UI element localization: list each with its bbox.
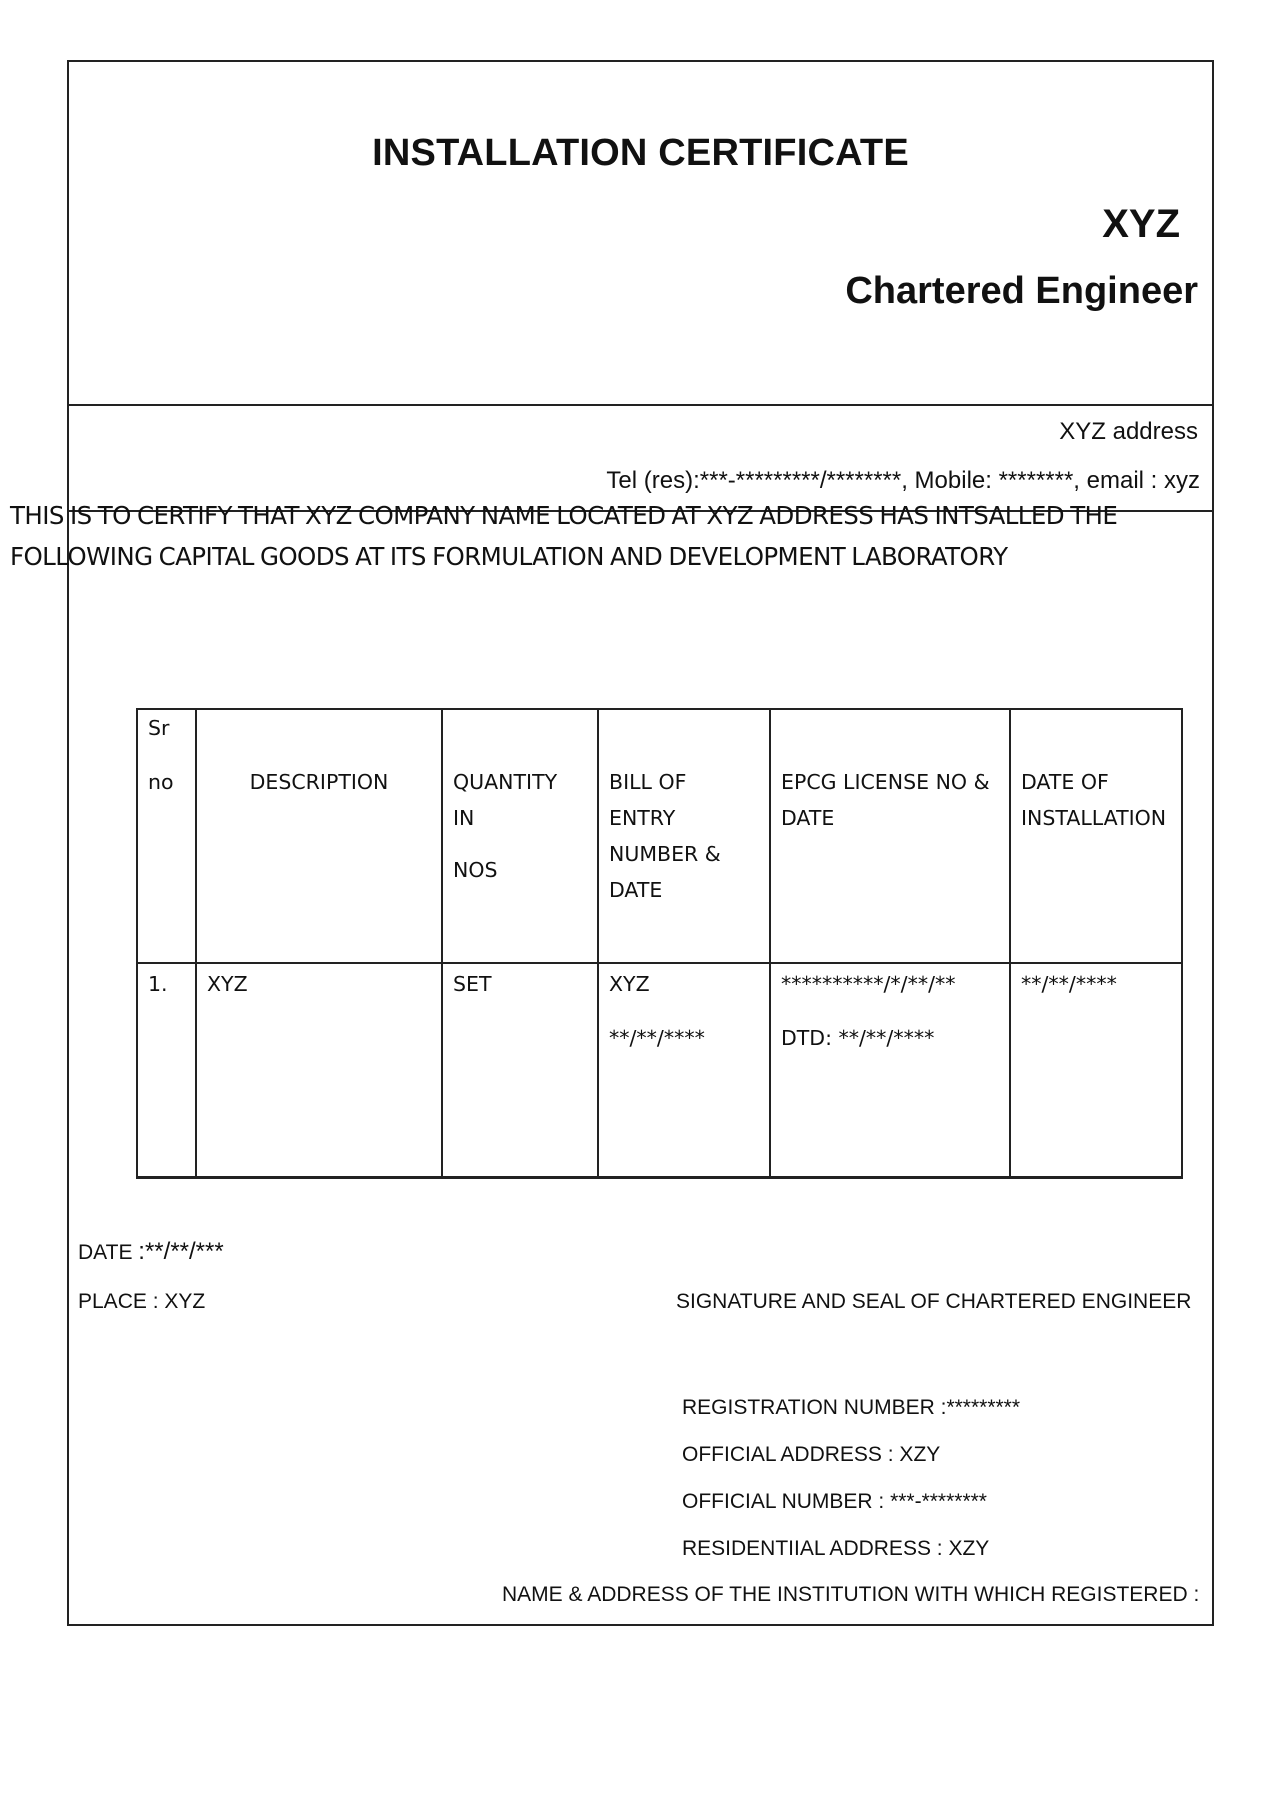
- header-epcg-line1: EPCG LICENSE NO &: [781, 770, 990, 794]
- engineer-name: XYZ: [1102, 202, 1180, 246]
- header-epcg-license: [770, 709, 1010, 963]
- header-bill-of-entry: [598, 709, 770, 963]
- header-description-text: DESCRIPTION: [249, 770, 389, 794]
- official-number: OFFICIAL NUMBER : ***-********: [682, 1490, 987, 1513]
- header-bill-line3: DATE: [609, 878, 663, 902]
- registration-number: REGISTRATION NUMBER :*********: [682, 1396, 1021, 1419]
- header-bill-line2: NUMBER &: [609, 842, 721, 866]
- certificate-header: [69, 62, 1212, 406]
- header-sr-no: [137, 709, 196, 963]
- cell-quantity: SET: [442, 963, 598, 1177]
- header-install-line2: INSTALLATION: [1021, 806, 1167, 830]
- signature-seal-label: SIGNATURE AND SEAL OF CHARTERED ENGINEER: [676, 1290, 1192, 1313]
- header-bill-line1: BILL OF ENTRY: [609, 770, 687, 830]
- cell-bill-number: XYZ: [609, 972, 650, 996]
- official-address: OFFICIAL ADDRESS : XZY: [682, 1443, 941, 1466]
- cell-epcg-license: [770, 963, 1010, 1177]
- header-installation-date: [1010, 709, 1182, 963]
- certificate-date: [78, 1238, 224, 1266]
- date-separator: :: [138, 1238, 145, 1265]
- engineer-contact-details: Tel (res):***-*********/********, Mobile: ********, email : xyz: [606, 467, 1200, 494]
- header-quantity: [442, 709, 598, 963]
- cell-bill-date: **/**/****: [609, 1026, 705, 1050]
- engineer-address: XYZ address: [1059, 418, 1198, 445]
- header-description: [196, 709, 442, 963]
- cell-epcg-number: **********/*/**/**: [781, 972, 956, 996]
- cell-bill-of-entry: [598, 963, 770, 1177]
- registering-institution: NAME & ADDRESS OF THE INSTITUTION WITH WHICH REGISTERED :: [502, 1583, 1200, 1606]
- cell-installation-date: **/**/****: [1010, 963, 1182, 1177]
- certification-statement: THIS IS TO CERTIFY THAT XYZ COMPANY NAME LOCATED AT XYZ ADDRESS HAS INTSALLED THE FOLLOWING CAPITAL GOODS AT ITS FORMULATION AND DEVELOPMENT LABORATORY: [10, 501, 1118, 571]
- cell-epcg-date: DTD: **/**/****: [781, 1026, 935, 1050]
- table-row: [137, 963, 1182, 1177]
- date-value: **/**/***: [144, 1238, 224, 1265]
- header-epcg-line2: DATE: [781, 806, 835, 830]
- header-sr-no-line1: Sr: [148, 716, 170, 740]
- header-quantity-line2: IN: [453, 806, 475, 830]
- certificate-title: INSTALLATION CERTIFICATE: [372, 132, 909, 174]
- engineer-title: Chartered Engineer: [845, 270, 1198, 312]
- header-quantity-line3: NOS: [453, 858, 498, 882]
- header-sr-no-line2: no: [148, 770, 174, 794]
- capital-goods-table: [136, 708, 1183, 1179]
- residential-address: RESIDENTIIAL ADDRESS : XZY: [682, 1537, 990, 1560]
- cell-description: XYZ: [196, 963, 442, 1177]
- header-quantity-line1: QUANTITY: [453, 770, 558, 794]
- cell-sr-no: 1.: [137, 963, 196, 1177]
- table-header-row: [137, 709, 1182, 963]
- header-install-line1: DATE OF: [1021, 770, 1109, 794]
- date-label: DATE: [78, 1241, 133, 1264]
- certificate-place: PLACE : XYZ: [78, 1290, 206, 1313]
